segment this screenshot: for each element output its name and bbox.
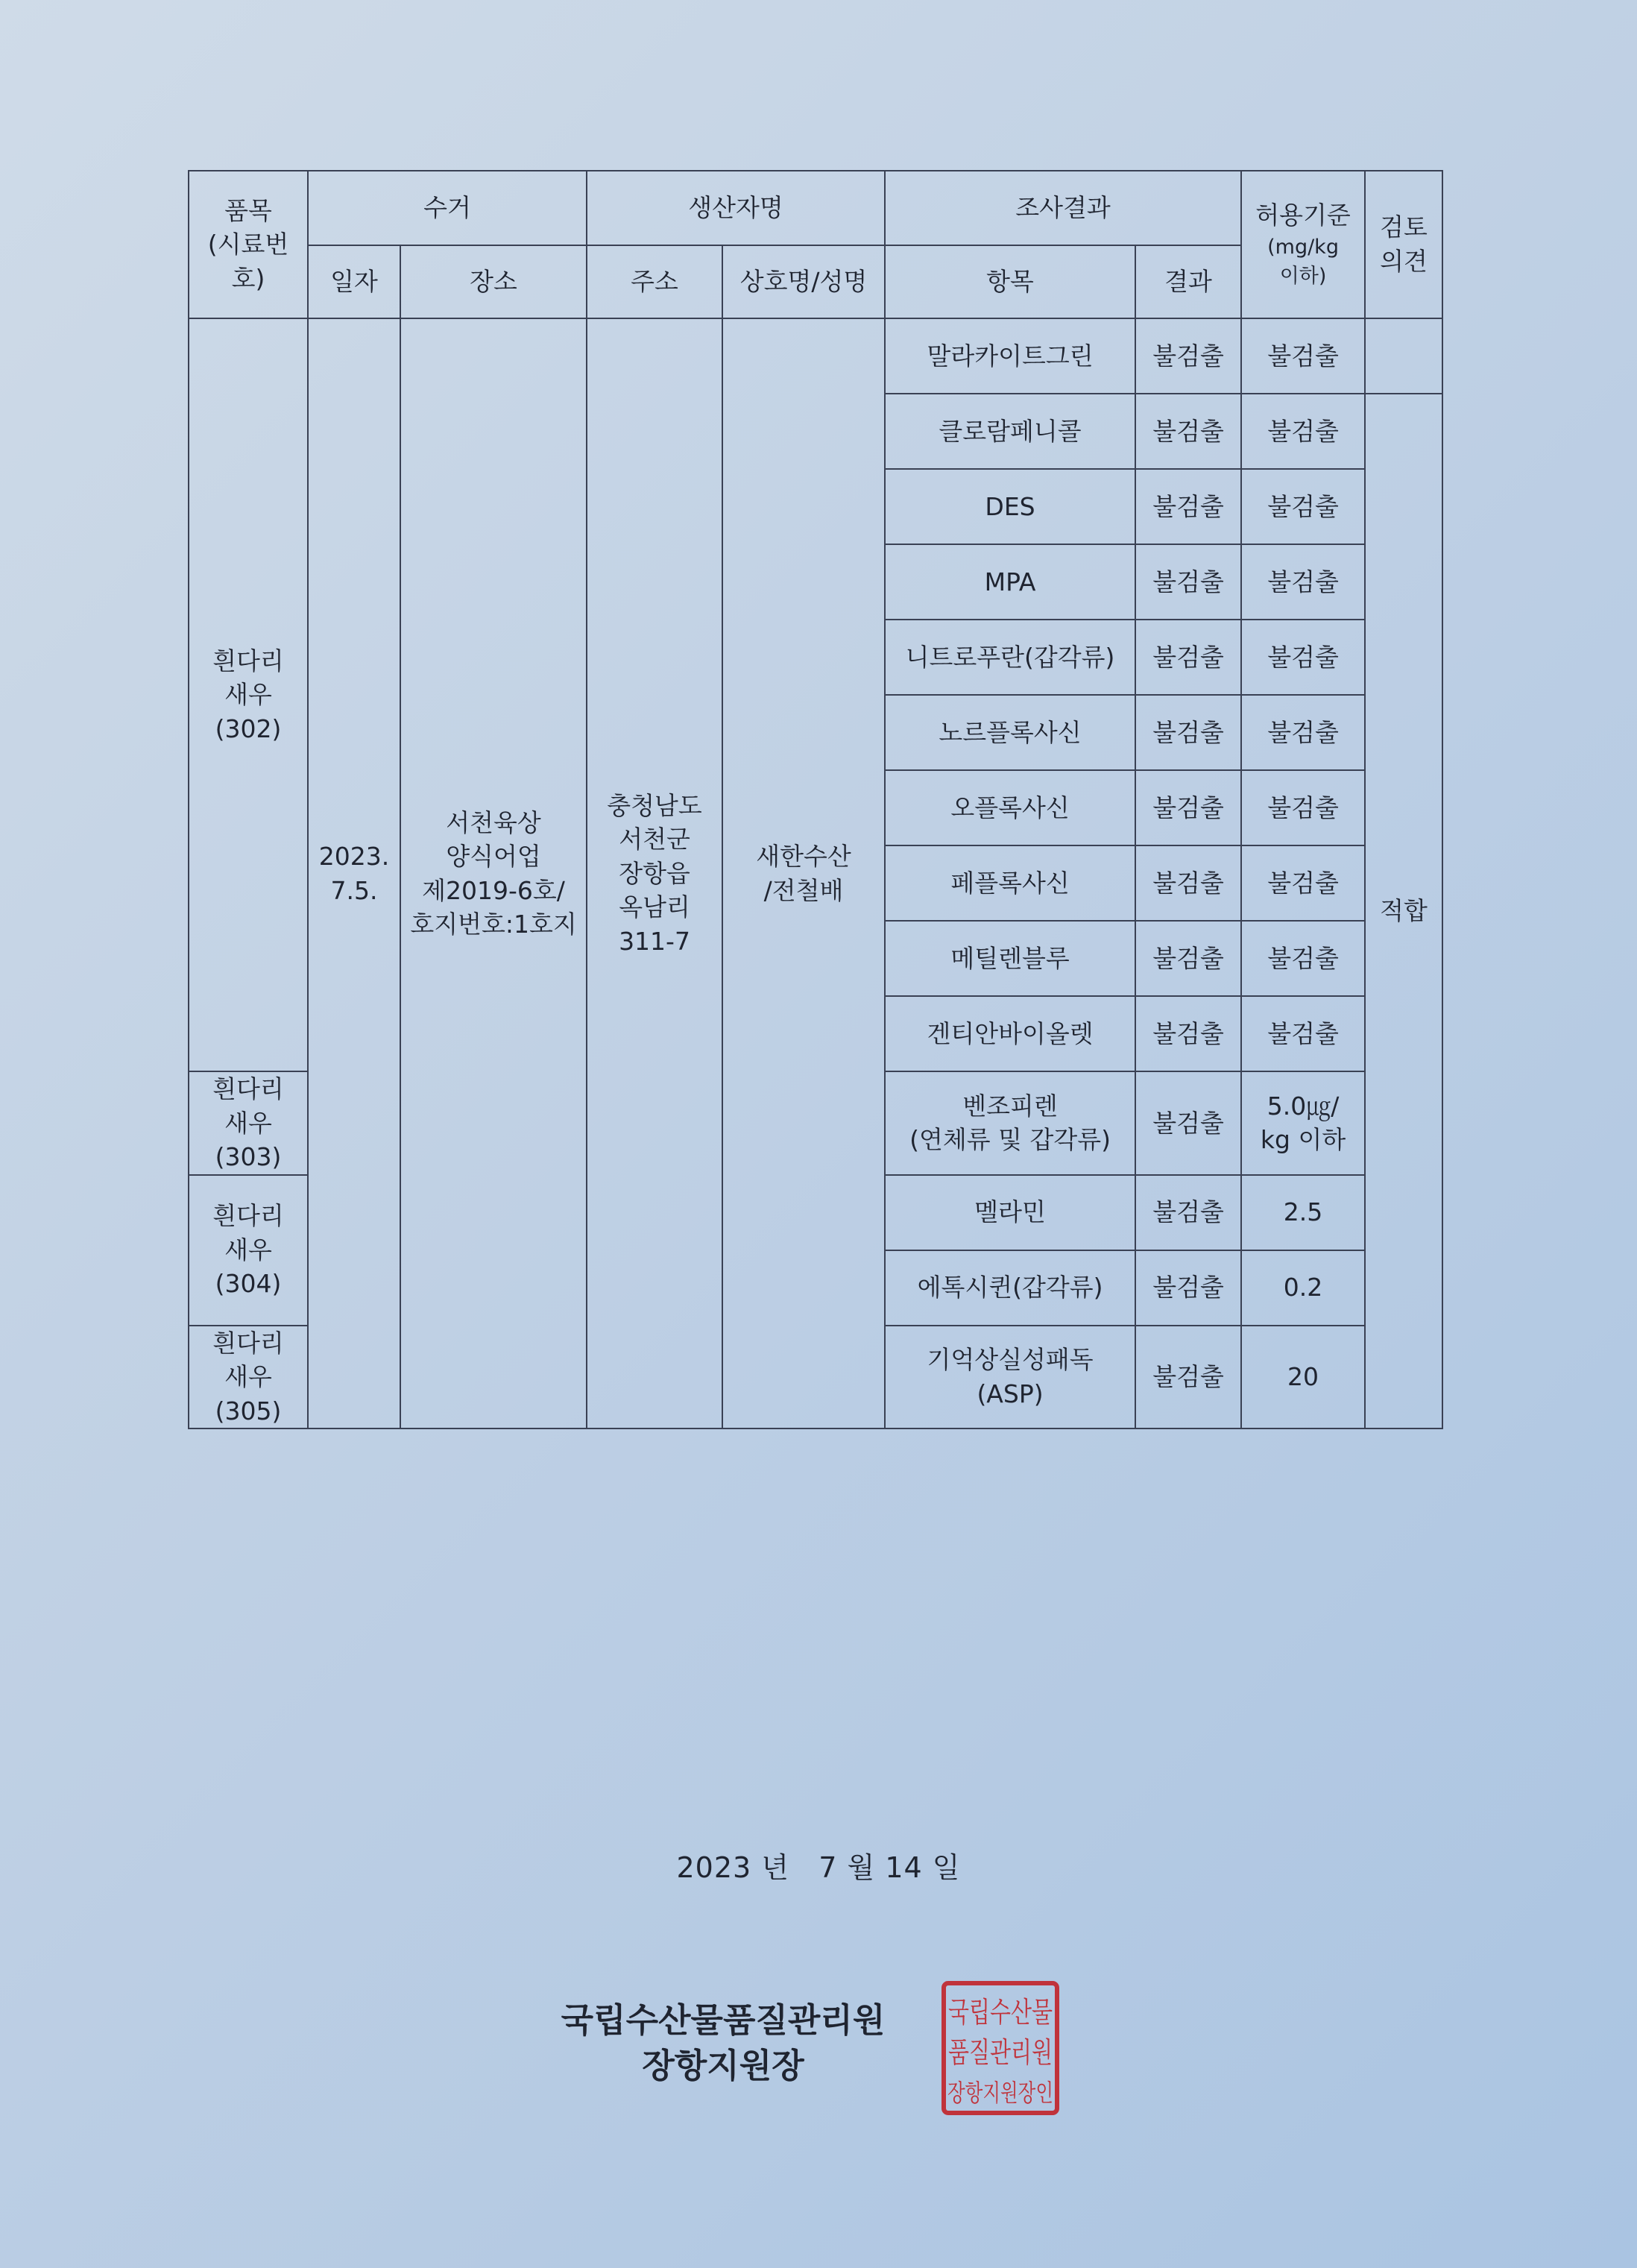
test-item: 기억상실성패독 (ASP) xyxy=(885,1326,1135,1429)
sample-label-303: 흰다리 새우 (303) xyxy=(189,1071,308,1175)
test-limit: 불검출 xyxy=(1241,318,1365,394)
test-item: 멜라민 xyxy=(885,1175,1135,1250)
test-limit: 불검출 xyxy=(1241,921,1365,996)
header-survey-result: 조사결과 xyxy=(885,171,1241,245)
table-row xyxy=(189,318,1442,394)
test-result: 불검출 xyxy=(1135,1326,1241,1429)
official-seal xyxy=(939,1979,1062,2117)
header-collection-place: 장소 xyxy=(400,245,587,318)
date-month-unit: 월 xyxy=(847,1851,876,1884)
test-limit: 2.5 xyxy=(1241,1175,1365,1250)
sample-label-302: 흰다리 새우 (302) xyxy=(189,318,308,1071)
header-result: 결과 xyxy=(1135,245,1241,318)
collection-place: 서천육상 양식어업 제2019-6호/ 호지번호:1호지 xyxy=(400,318,587,1428)
issuer-title: 장항지원장 xyxy=(642,2045,804,2085)
test-item: 말라카이트그린 xyxy=(885,318,1135,394)
header-item: 품목 (시료번호) xyxy=(189,171,308,318)
test-limit: 0.2 xyxy=(1241,1250,1365,1326)
header-limit-unit: (mg/kg 이하) xyxy=(1267,235,1339,288)
collection-date: 2023. 7.5. xyxy=(308,318,400,1428)
sample-label-304: 흰다리 새우 (304) xyxy=(189,1175,308,1326)
test-item: 에톡시퀸(갑각류) xyxy=(885,1250,1135,1326)
date-year-unit: 년 xyxy=(761,1851,789,1884)
test-item: 클로람페니콜 xyxy=(885,394,1135,469)
header-producer-name: 상호명/성명 xyxy=(722,245,885,318)
test-result: 불검출 xyxy=(1135,996,1241,1071)
test-result: 불검출 xyxy=(1135,1071,1241,1175)
test-item: 니트로푸란(갑각류) xyxy=(885,620,1135,695)
issue-date xyxy=(0,1845,1637,1886)
test-result: 불검출 xyxy=(1135,695,1241,770)
test-limit: 불검출 xyxy=(1241,845,1365,921)
issuer-org: 국립수산물품질관리원 xyxy=(561,2000,886,2040)
header-review: 검토 의견 xyxy=(1365,171,1442,318)
header-limit xyxy=(1241,171,1365,318)
date-day-unit: 일 xyxy=(932,1851,961,1884)
test-result: 불검출 xyxy=(1135,845,1241,921)
date-year: 2023 xyxy=(676,1851,752,1884)
test-limit: 불검출 xyxy=(1241,770,1365,845)
test-result: 불검출 xyxy=(1135,394,1241,469)
test-limit: 불검출 xyxy=(1241,394,1365,469)
test-limit: 20 xyxy=(1241,1326,1365,1429)
test-result: 불검출 xyxy=(1135,921,1241,996)
test-limit: 불검출 xyxy=(1241,996,1365,1071)
test-item: 노르플록사신 xyxy=(885,695,1135,770)
producer-address: 충청남도 서천군 장항읍 옥남리 311-7 xyxy=(587,318,722,1428)
header-producer: 생산자명 xyxy=(587,171,885,245)
test-item: 메틸렌블루 xyxy=(885,921,1135,996)
producer-name: 새한수산 /전철배 xyxy=(722,318,885,1428)
header-collection: 수거 xyxy=(308,171,587,245)
date-day: 14 xyxy=(885,1851,923,1884)
issuer xyxy=(522,1998,924,2089)
date-month: 7 xyxy=(818,1851,838,1884)
test-limit: 불검출 xyxy=(1241,620,1365,695)
test-item: 페플록사신 xyxy=(885,845,1135,921)
test-item: DES xyxy=(885,469,1135,544)
header-test-item: 항목 xyxy=(885,245,1135,318)
header-collection-date: 일자 xyxy=(308,245,400,318)
test-result: 불검출 xyxy=(1135,770,1241,845)
sample-label-305: 흰다리 새우 (305) xyxy=(189,1326,308,1429)
header-producer-address: 주소 xyxy=(587,245,722,318)
test-result: 불검출 xyxy=(1135,469,1241,544)
test-item: 겐티안바이올렛 xyxy=(885,996,1135,1071)
test-item: 벤조피렌 (연체류 및 갑각류) xyxy=(885,1071,1135,1175)
seal-text-line: 장항지원장인 xyxy=(947,2079,1053,2107)
inspection-results-table xyxy=(188,170,1443,1429)
test-limit: 불검출 xyxy=(1241,544,1365,620)
header-limit-label: 허용기준 xyxy=(1255,201,1351,230)
seal-text-line: 품질관리원 xyxy=(948,2036,1053,2069)
test-result: 불검출 xyxy=(1135,544,1241,620)
test-limit: 불검출 xyxy=(1241,695,1365,770)
test-result: 불검출 xyxy=(1135,1250,1241,1326)
seal-text-line: 국립수산물 xyxy=(948,1996,1053,2029)
review-empty-cell xyxy=(1365,318,1442,394)
review-result: 적합 xyxy=(1365,394,1442,1428)
test-item: 오플록사신 xyxy=(885,770,1135,845)
test-result: 불검출 xyxy=(1135,1175,1241,1250)
test-limit: 불검출 xyxy=(1241,469,1365,544)
test-item: MPA xyxy=(885,544,1135,620)
test-result: 불검출 xyxy=(1135,318,1241,394)
test-limit: 5.0㎍/ kg 이하 xyxy=(1241,1071,1365,1175)
test-result: 불검출 xyxy=(1135,620,1241,695)
